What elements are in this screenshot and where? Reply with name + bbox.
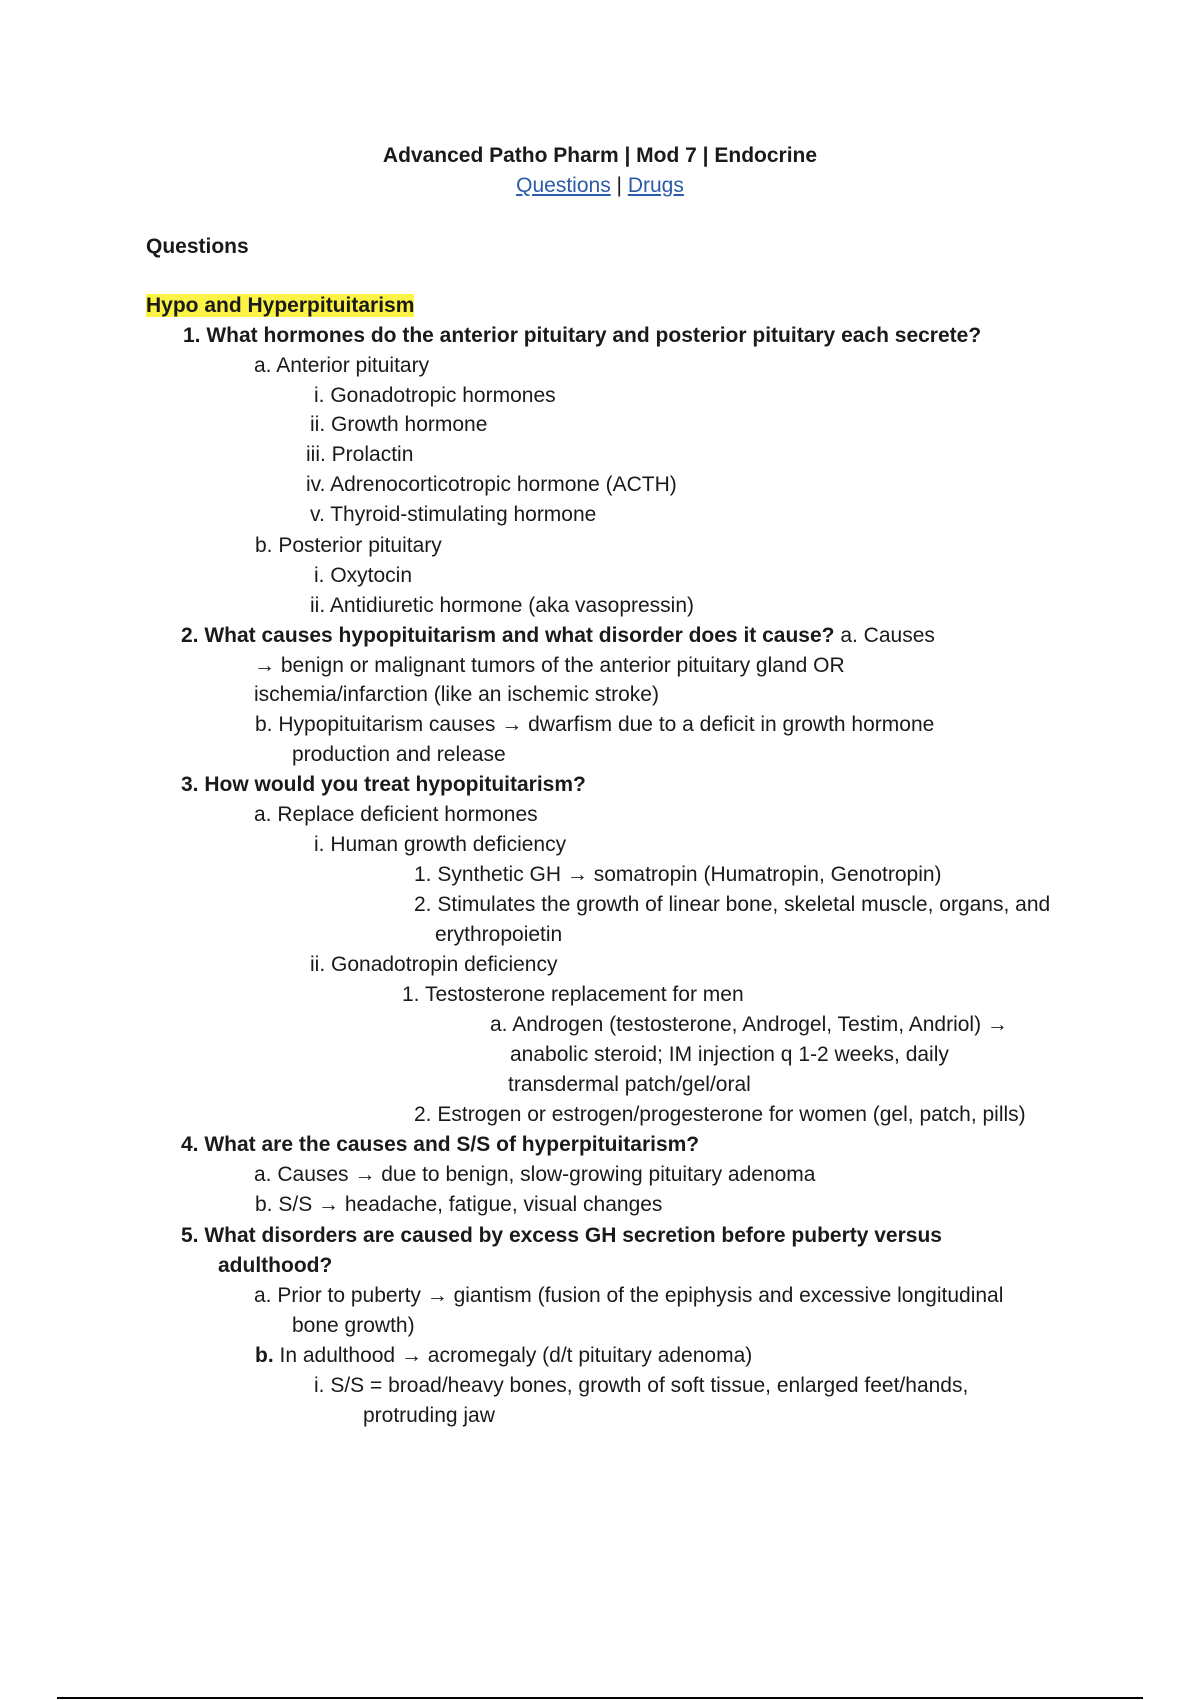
q3-i-2-cont: erythropoietin [435,923,563,946]
q3-i-2: 2. Stimulates the growth of linear bone, skeletal muscle, organs, and [414,893,1051,916]
link-separator: | [610,174,628,197]
topic-heading-highlight: Hypo and Hyperpituitarism [146,294,415,317]
q1-a-item: iii. Prolactin [306,443,414,466]
drugs-link[interactable]: Drugs [627,174,684,197]
q5-a-cont: bone growth) [292,1314,415,1337]
q4-a: a. Causes → due to benign, slow-growing pituitary adenoma [254,1163,816,1186]
q1-b: b. Posterior pituitary [255,534,442,557]
q3-ii: ii. Gonadotropin deficiency [310,953,558,976]
q3-question: 3. How would you treat hypopituitarism? [181,773,586,796]
q5-a: a. Prior to puberty → giantism (fusion of the epiphysis and excessive longitudinal [254,1284,1004,1307]
q1-a-item: ii. Growth hormone [310,413,488,436]
q2-question: 2. What causes hypopituitarism and what disorder does it cause? [181,624,835,647]
section-heading: Questions [146,235,249,258]
q3-ii-1: 1. Testosterone replacement for men [402,983,744,1006]
q5-b-i-cont: protruding jaw [363,1404,495,1427]
q4-question: 4. What are the causes and S/S of hyperpituitarism? [181,1133,700,1156]
document-title: Advanced Patho Pharm | Mod 7 | Endocrine [382,144,818,167]
q3-i: i. Human growth deficiency [314,833,567,856]
q5-question-cont: adulthood? [218,1254,333,1277]
q1-a-item: i. Gonadotropic hormones [314,384,556,407]
q2-a-cont: → benign or malignant tumors of the anterior pituitary gland OR [254,654,845,677]
q4-b: b. S/S → headache, fatigue, visual changes [255,1193,663,1216]
topic-heading [146,291,414,321]
q3-i-1: 1. Synthetic GH → somatropin (Humatropin, Genotropin) [414,863,942,886]
q1-a-item: iv. Adrenocorticotropic hormone (ACTH) [306,473,677,496]
q5-b-i: i. S/S = broad/heavy bones, growth of soft tissue, enlarged feet/hands, [314,1374,969,1397]
q5-b-label: b. [255,1344,274,1367]
q1-a: a. Anterior pituitary [254,354,430,377]
q5-question: 5. What disorders are caused by excess GH secretion before puberty versus [181,1224,942,1247]
q3-ii-1-a-cont: anabolic steroid; IM injection q 1-2 weeks, daily [510,1043,949,1066]
q1-b-item: i. Oxytocin [314,564,413,587]
q5-b [255,1341,752,1371]
q1-a-item: v. Thyroid-stimulating hormone [310,503,597,526]
q3-ii-1-a: a. Androgen (testosterone, Androgel, Testim, Andriol) → [490,1013,1008,1036]
q2-b: b. Hypopituitarism causes → dwarfism due to a deficit in growth hormone [255,713,935,736]
q2-b-cont: production and release [292,743,506,766]
q1-b-item: ii. Antidiuretic hormone (aka vasopressin) [310,594,695,617]
q2-a-start: a. Causes [834,624,935,647]
q5-b-text: In adulthood → acromegaly (d/t pituitary adenoma) [273,1344,753,1367]
nav-links [0,171,1200,201]
q3-ii-1-a-cont: transdermal patch/gel/oral [508,1073,751,1096]
questions-link[interactable]: Questions [516,174,611,197]
page-bottom-rule [57,1697,1143,1699]
q3-ii-2: 2. Estrogen or estrogen/progesterone for women (gel, patch, pills) [414,1103,1026,1126]
q2-a-cont: ischemia/infarction (like an ischemic stroke) [254,683,659,706]
q3-a: a. Replace deficient hormones [254,803,538,826]
q1-question: 1. What hormones do the anterior pituitary and posterior pituitary each secrete? [183,324,982,347]
q2-line [181,621,935,651]
